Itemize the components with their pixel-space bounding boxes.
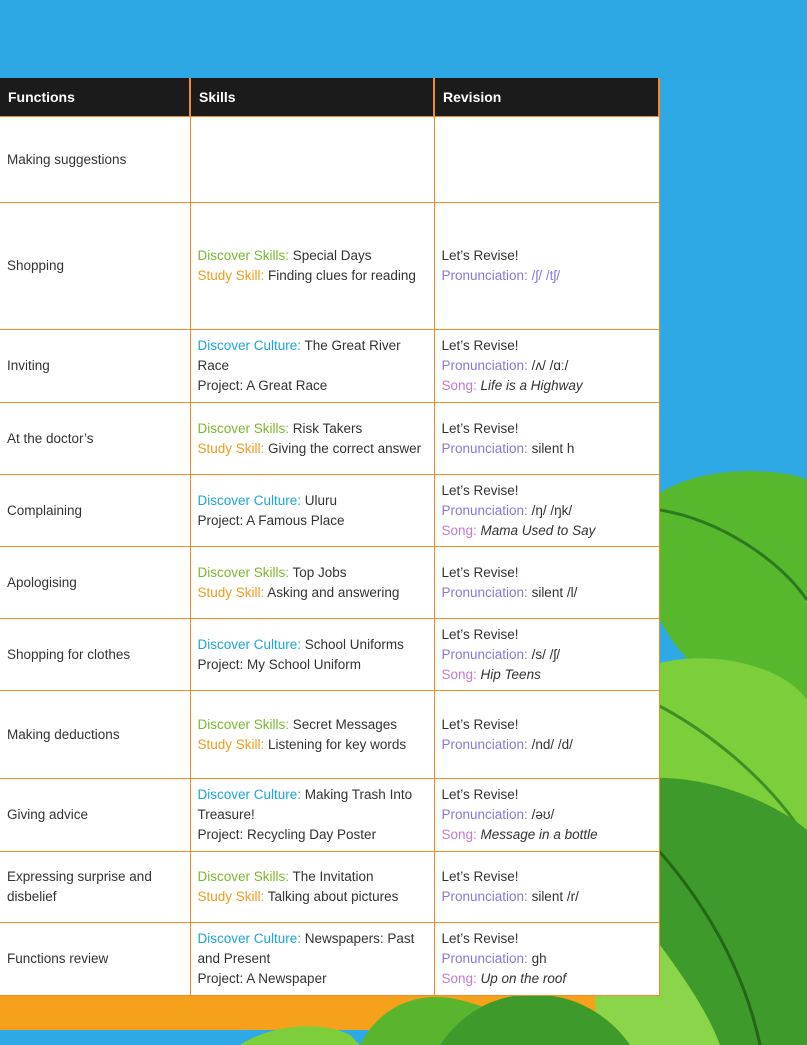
skills-cell [190, 403, 434, 475]
revision-cell [434, 403, 659, 475]
pronunciation-text: /nd/ /d/ [527, 736, 573, 752]
discover-culture-label: Discover Culture: [197, 492, 302, 508]
syllabus-table [0, 78, 660, 996]
discover-skills-label: Discover Skills: [197, 420, 290, 436]
header-revision: Revision [434, 78, 659, 117]
skill-text: School Uniforms [301, 636, 404, 652]
song-title: Up on the roof [476, 971, 567, 986]
lets-revise: Let’s Revise! [441, 787, 519, 802]
skills-cell [190, 923, 434, 996]
song-label: Song: [441, 666, 477, 682]
skill-text: Newspapers: Past and Present [197, 931, 415, 966]
discover-skills-label: Discover Skills: [197, 248, 290, 263]
lets-revise: Let’s Revise! [441, 248, 519, 263]
skills-cell [190, 852, 434, 923]
revision-cell [434, 691, 659, 779]
revision-cell [434, 619, 659, 691]
revision-cell [434, 330, 659, 403]
table-row [0, 403, 659, 475]
skill-text: Making Trash Into Treasure! [197, 787, 413, 822]
lets-revise: Let’s Revise! [441, 420, 519, 436]
skills-cell [190, 203, 434, 330]
study-skill-label: Study Skill: [197, 440, 265, 456]
revision-cell [434, 203, 659, 330]
discover-skills-label: Discover Skills: [197, 564, 290, 580]
skill-text: The Great River Race [197, 338, 401, 373]
project-text: Project: My School Uniform [197, 656, 362, 672]
header-functions: Functions [0, 78, 190, 117]
skill-text: Uluru [301, 492, 338, 508]
pronunciation-text: silent /r/ [527, 889, 579, 904]
table-row [0, 691, 659, 779]
pronunciation-text: /əʊ/ [527, 807, 555, 822]
pronunciation-label: Pronunciation: [441, 584, 528, 600]
skill-text: Asking and answering [264, 584, 400, 600]
revision-cell [434, 475, 659, 547]
lets-revise: Let’s Revise! [441, 931, 519, 946]
table-row [0, 619, 659, 691]
table-row [0, 117, 659, 203]
lets-revise: Let’s Revise! [441, 626, 519, 642]
pronunciation-text: gh [527, 951, 547, 966]
table-row [0, 923, 659, 996]
table-row [0, 779, 659, 852]
pronunciation-label: Pronunciation: [441, 889, 528, 904]
pronunciation-label: Pronunciation: [441, 807, 528, 822]
song-label: Song: [441, 971, 477, 986]
song-title: Hip Teens [476, 666, 541, 682]
sky-band [0, 0, 807, 80]
song-title: Life is a Highway [476, 378, 583, 393]
skills-cell [190, 117, 434, 203]
skill-text: The Invitation [289, 869, 374, 884]
function-cell: Making deductions [0, 691, 190, 779]
song-label: Song: [441, 827, 477, 842]
pronunciation-label: Pronunciation: [441, 440, 528, 456]
revision-cell [434, 852, 659, 923]
pronunciation-text: /ʃ/ /tʃ/ [527, 268, 561, 283]
function-cell: Shopping [0, 203, 190, 330]
skill-text: Risk Takers [289, 420, 363, 436]
discover-skills-label: Discover Skills: [197, 716, 290, 732]
orange-footer-band [0, 995, 807, 1033]
skills-cell [190, 779, 434, 852]
study-skill-label: Study Skill: [197, 584, 265, 600]
project-text: Project: A Newspaper [197, 971, 327, 986]
discover-culture-label: Discover Culture: [197, 787, 302, 802]
footer-sky [0, 1030, 807, 1045]
table-header-row [0, 78, 659, 117]
skill-text: Giving the correct answer [264, 440, 422, 456]
pronunciation-label: Pronunciation: [441, 268, 528, 283]
skill-text: Listening for key words [264, 736, 407, 752]
skill-text: Finding clues for reading [264, 268, 416, 283]
revision-cell [434, 923, 659, 996]
skill-text: Top Jobs [289, 564, 347, 580]
pronunciation-label: Pronunciation: [441, 358, 528, 373]
pronunciation-text: silent h [527, 440, 575, 456]
skills-cell [190, 330, 434, 403]
pronunciation-text: /ŋ/ /ŋk/ [527, 502, 573, 518]
table-row [0, 547, 659, 619]
song-title: Mama Used to Say [476, 522, 596, 538]
study-skill-label: Study Skill: [197, 736, 265, 752]
table-row [0, 203, 659, 330]
skill-text: Secret Messages [289, 716, 398, 732]
song-label: Song: [441, 522, 477, 538]
function-cell: Complaining [0, 475, 190, 547]
lets-revise: Let’s Revise! [441, 564, 519, 580]
function-cell: Shopping for clothes [0, 619, 190, 691]
skill-text: Special Days [289, 248, 372, 263]
table-row [0, 475, 659, 547]
project-text: Project: A Famous Place [197, 512, 345, 528]
pronunciation-label: Pronunciation: [441, 502, 528, 518]
revision-cell [434, 547, 659, 619]
pronunciation-label: Pronunciation: [441, 951, 528, 966]
revision-cell [434, 779, 659, 852]
function-cell: Giving advice [0, 779, 190, 852]
song-title: Message in a bottle [476, 827, 598, 842]
lets-revise: Let’s Revise! [441, 482, 519, 498]
skills-cell [190, 547, 434, 619]
discover-culture-label: Discover Culture: [197, 931, 302, 946]
pronunciation-text: /s/ /ʃ/ [527, 646, 561, 662]
function-cell: Apologising [0, 547, 190, 619]
lets-revise: Let’s Revise! [441, 716, 519, 732]
study-skill-label: Study Skill: [197, 268, 265, 283]
skill-text: Talking about pictures [264, 889, 399, 904]
table-row [0, 330, 659, 403]
discover-skills-label: Discover Skills: [197, 869, 290, 884]
revision-cell [434, 117, 659, 203]
project-text: Project: A Great Race [197, 378, 328, 393]
study-skill-label: Study Skill: [197, 889, 265, 904]
discover-culture-label: Discover Culture: [197, 636, 302, 652]
lets-revise: Let’s Revise! [441, 338, 519, 353]
function-cell: Functions review [0, 923, 190, 996]
function-cell: At the doctor’s [0, 403, 190, 475]
pronunciation-text: /ʌ/ /ɑː/ [527, 358, 569, 373]
header-skills: Skills [190, 78, 434, 117]
pronunciation-text: silent /l/ [527, 584, 578, 600]
song-label: Song: [441, 378, 477, 393]
skills-cell [190, 619, 434, 691]
lets-revise: Let’s Revise! [441, 869, 519, 884]
function-cell: Expressing surprise and disbelief [0, 852, 190, 923]
skills-cell [190, 475, 434, 547]
function-cell: Making suggestions [0, 117, 190, 203]
skills-cell [190, 691, 434, 779]
pronunciation-label: Pronunciation: [441, 736, 528, 752]
project-text: Project: Recycling Day Poster [197, 827, 377, 842]
function-cell: Inviting [0, 330, 190, 403]
table-row [0, 852, 659, 923]
pronunciation-label: Pronunciation: [441, 646, 528, 662]
discover-culture-label: Discover Culture: [197, 338, 302, 353]
